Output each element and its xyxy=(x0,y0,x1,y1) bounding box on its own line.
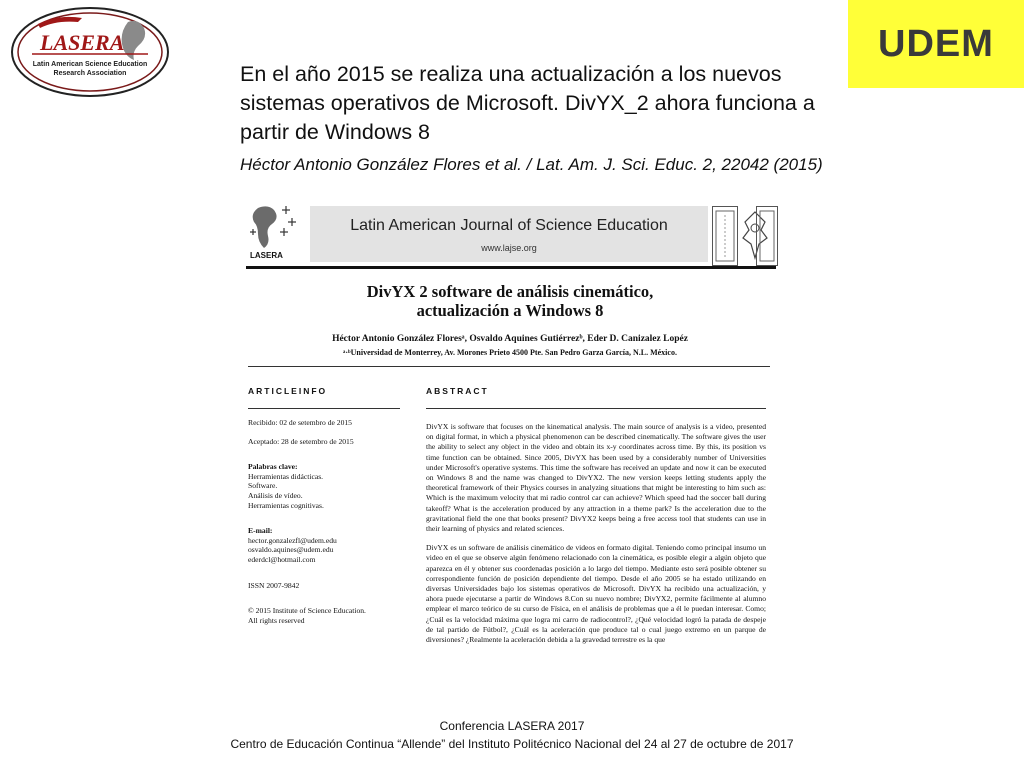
abstract-spanish: DivYX es un software de análisis cinemático de videos en formato digital. Teniendo como principal insumo un video en el que se observe algún fenómeno relacionado con la cinemática, es posible elegir a algún objeto que aparezca en él y obtener sus coordenadas posición a lo largo del tiempo. Mediante esto será posible obtener su correspondiente función de posición dependiente del tiempo. Desde el año 2005 se ha estado utilizando en diversas Universidades bajo los sistemas operativos de Microsoft. DivYX ha recibido una actualización, y ahora puede ejecutarse a partir de Windows 8.Con su nuevo nombre; DivYX2, permite fácilmente al alumno emplear el marco teórico de su curso de Física, en el análisis de problemas que a él le puedan interesar. Como; ¿Cuál es la velocidad máxima que logra mi carro de radiocontrol?, ¿Qué velocidad logró la patada de despeje de tal partido de Fútbol?, ¿Cuál es la aceleración que produce tal o cual juego extremo en un parque de diversiones? ¿Realmente la aceleración debida a la gravedad terrestre es la que xyxy=(426,543,766,645)
abstract-rule xyxy=(426,408,766,409)
accepted-date: Aceptado: 28 de setembro de 2015 xyxy=(248,436,354,446)
udem-badge xyxy=(848,0,1024,88)
slide-headline: En el año 2015 se realiza una actualización a los nuevos sistemas operativos de Microsoft. DivYX_2 ahora funciona a partir de Windows 8 xyxy=(240,62,815,144)
svg-text:LASERA: LASERA xyxy=(40,30,125,55)
keyword-item: Análisis de vídeo. xyxy=(248,490,303,500)
email-item: hector.gonzalezfl@udem.edu xyxy=(248,535,337,545)
journal-title-box xyxy=(310,206,708,262)
paper-title-line2: actualización a Windows 8 xyxy=(416,301,604,320)
abstract-english: DivYX is software that focuses on the kinematical analysis. The main source of analysis is a video, presented on digital format, in which a physical phenomenon can be described cinematically. The software gives the user the ability to select any object in the video and obtain its x-y coordinates across time. By this, its position vs time function can be obtained. Since 2005, DivYX has been used by a considerably number of Universities under Microsoft's operative systems. This time the software has received an update and now it can be executed on Windows 8 and the name was changed to DivYX2. The new version keeps letting students apply the theoretical framework of their Physics courses in analyzing situations that might be interesting to him such as: Which is the maximum velocity that mi radio control car can achieve? Which speed had the soccer ball during takeoff? What is the acceleration produced by any attraction in a theme park? Is the acceleration due to the gravitational field the one that books present? DivYX2 keeps being a free access tool that students can use in their learning of physics and related sciences. xyxy=(426,422,766,534)
seal-right-icon xyxy=(756,206,778,266)
paper-title-line1: DivYX 2 software de análisis cinemático, xyxy=(366,282,654,301)
seal-left-icon xyxy=(712,206,738,266)
email-item: ederdcl@hotmail.com xyxy=(248,554,316,564)
lasera-logo-graphic xyxy=(10,6,170,98)
article-info-rule xyxy=(248,408,400,409)
keyword-item: Herramientas didácticas. xyxy=(248,471,324,481)
email-item: osvaldo.aquines@udem.edu xyxy=(248,545,334,555)
received-date: Recibido: 02 de setembro de 2015 xyxy=(248,418,352,427)
issn: ISSN 2007-9842 xyxy=(248,580,300,590)
article-info-heading: ARTICLEINFO xyxy=(248,386,328,396)
svg-text:Latin American Science Educati: Latin American Science Education xyxy=(32,61,148,68)
slide-citation: Héctor Antonio González Flores et al. / Lat. Am. J. Sci. Educ. 2, 22042 (2015) xyxy=(240,155,823,174)
lasera-mini-logo xyxy=(244,202,304,264)
header-rule xyxy=(248,366,770,367)
footer-venue: Centro de Educación Continua “Allende” del Instituto Politécnico Nacional del 24 al 27 de octubre de 2017 xyxy=(230,737,794,751)
copyright-line1: © 2015 Institute of Science Education. xyxy=(248,606,366,616)
email-label: E-mail: xyxy=(248,526,273,536)
americas-map-icon xyxy=(244,202,304,250)
lasera-mini-label: LASERA xyxy=(250,251,283,260)
paper-title xyxy=(240,282,780,320)
svg-text:Research Association: Research Association xyxy=(53,70,127,77)
footer-conference: Conferencia LASERA 2017 xyxy=(439,719,585,733)
journal-banner xyxy=(240,200,780,266)
abstract-column xyxy=(426,422,766,654)
lasera-logo xyxy=(10,6,170,98)
article-info-column xyxy=(248,418,408,625)
journal-url: www.lajse.org xyxy=(481,243,537,253)
journal-title: Latin American Journal of Science Education xyxy=(350,217,668,234)
keyword-item: Software. xyxy=(248,481,278,491)
abstract-heading: ABSTRACT xyxy=(426,386,489,396)
keyword-item: Herramientas cognitivas. xyxy=(248,500,324,510)
paper-authors: Héctor Antonio González Floresᵃ, Osvaldo Aquines Gutiérrezᵇ, Eder D. Canizalez Lopéz xyxy=(332,334,688,344)
keywords-label: Palabras clave: xyxy=(248,462,298,472)
udem-badge-text: UDEM xyxy=(878,22,994,65)
copyright-line2: All rights reserved xyxy=(248,615,305,625)
banner-rule xyxy=(246,266,776,269)
paper-affiliation: ᵃ·ᵇUniversidad de Monterrey, Av. Morones Prieto 4500 Pte. San Pedro Garza García, N.L. México. xyxy=(343,348,677,357)
paper-image xyxy=(240,196,780,688)
